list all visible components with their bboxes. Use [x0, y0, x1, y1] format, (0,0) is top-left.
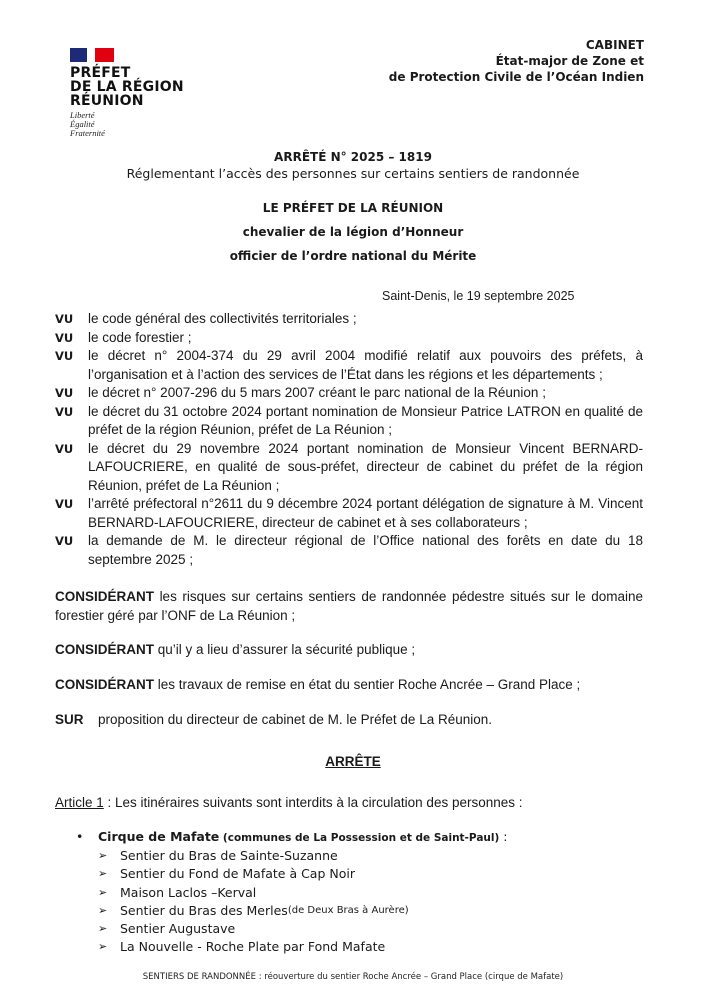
- considerant-key: CONSIDÉRANT: [55, 642, 155, 657]
- trail-item: [98, 938, 507, 956]
- vu-item: [55, 495, 643, 532]
- vu-text: le décret n° 2004-374 du 29 avril 2004 modifié relatif aux pouvoirs des préfets, à l’organisation et à l’action des services de l’État dans les régions et les départements ;: [88, 348, 643, 382]
- vu-item: [55, 440, 643, 496]
- article-1: [55, 795, 523, 810]
- vu-item: [55, 310, 643, 329]
- motto-line: Fraternité: [70, 128, 105, 138]
- vu-key: VU: [55, 404, 74, 419]
- vu-item: [55, 384, 643, 403]
- trail-list: [98, 847, 507, 957]
- vu-key: VU: [55, 497, 74, 511]
- vu-item: [55, 532, 643, 569]
- logo-title-line: DE LA RÉGION: [70, 79, 184, 95]
- arrow-bullet-icon: ➢: [98, 903, 108, 917]
- vu-text: le code forestier ;: [88, 329, 192, 345]
- french-flag-icon: [70, 48, 114, 62]
- sur-paragraph: [55, 711, 643, 730]
- considerant-text: les risques sur certains sentiers de randonnée pédestre situés sur le domaine forestier géré par l’ONF de La Réunion ;: [55, 589, 643, 623]
- vu-key: VU: [55, 330, 74, 345]
- considerant-paragraph: [55, 588, 643, 625]
- date-line: Saint-Denis, le 19 septembre 2025: [382, 289, 575, 303]
- sur-key: SUR: [55, 712, 84, 727]
- cirque-communes: (communes de La Possession et de Saint-Paul): [219, 832, 500, 844]
- trail-item: [98, 884, 507, 902]
- vu-text: la demande de M. le directeur régional de l’Office national des forêts en date du 18 septembre 2025 ;: [88, 533, 643, 567]
- cirque-name: Cirque de Mafate: [98, 829, 220, 844]
- arrow-bullet-icon: ➢: [98, 922, 108, 936]
- prefecture-logo: [70, 48, 220, 138]
- prefect-distinction: officier de l’ordre national du Mérite: [229, 249, 477, 263]
- considerant-key: CONSIDÉRANT: [55, 589, 155, 604]
- motto: [70, 111, 220, 138]
- trail-item: [98, 902, 507, 920]
- vu-key: VU: [55, 312, 74, 326]
- trail-name: La Nouvelle - Roche Plate par Fond Mafate: [120, 939, 386, 955]
- bullet-icon: •: [76, 829, 84, 844]
- vu-text: l’arrêté préfectoral n°2611 du 9 décembre 2024 portant délégation de signature à M. Vincent BERNARD-LAFOUCRIERE, directeur de cabinet et à ses collaborateurs ;: [88, 496, 643, 530]
- arrow-bullet-icon: ➢: [98, 849, 108, 862]
- trail-item: [98, 865, 507, 883]
- vu-key: VU: [55, 441, 74, 456]
- motto-line: Liberté: [70, 110, 95, 120]
- vu-item: [55, 347, 643, 384]
- vu-text: le décret du 31 octobre 2024 portant nomination de Monsieur Patrice LATRON en qualité de préfet de la région Réunion, préfet de La Réunion ;: [88, 403, 643, 437]
- trail-item: [98, 920, 507, 938]
- logo-title-line: PRÉFET: [70, 65, 131, 81]
- motto-line: Égalité: [70, 119, 95, 129]
- considerant-text: qu’il y a lieu d’assurer la sécurité publique ;: [157, 642, 416, 657]
- arrete-heading: ARRÊTE: [325, 754, 381, 769]
- trail-name: Sentier du Bras des Merles: [120, 902, 288, 918]
- considerant-paragraph: [55, 641, 643, 660]
- trail-item: [98, 847, 507, 865]
- logo-title-line: RÉUNION: [70, 93, 144, 109]
- considerant-paragraph: [55, 676, 643, 695]
- arrow-bullet-icon: ➢: [98, 867, 108, 881]
- office-line: État-major de Zone et: [495, 54, 644, 68]
- page-footer: SENTIERS DE RANDONNÉE : réouverture du sentier Roche Ancrée – Grand Place (cirque de Mafate): [142, 972, 564, 982]
- considerant-text: les travaux de remise en état du sentier Roche Ancrée – Grand Place ;: [157, 677, 581, 692]
- cirque-heading: [76, 828, 507, 847]
- vu-text: le décret n° 2007-296 du 5 mars 2007 créant le parc national de la Réunion ;: [88, 385, 546, 400]
- prefect-distinction: chevalier de la légion d’Honneur: [242, 225, 464, 239]
- vu-text: le décret du 29 novembre 2024 portant nomination de Monsieur Vincent BERNARD-LAFOUCRIERE, en qualité de sous-préfet, directeur de cabinet du préfet de la région Réunion, préfet de La Réunion ;: [88, 440, 643, 493]
- prefect-title: LE PRÉFET DE LA RÉUNION: [262, 201, 444, 215]
- considerant-key: CONSIDÉRANT: [55, 677, 155, 692]
- vu-item: [55, 329, 643, 348]
- vu-list: [55, 310, 643, 569]
- office-line: de Protection Civile de l’Océan Indien: [388, 70, 644, 84]
- vu-text: le code général des collectivités territoriales ;: [88, 311, 357, 326]
- issuing-office: [389, 37, 644, 85]
- decree-number: ARRÊTÉ N° 2025 – 1819: [274, 150, 432, 164]
- sur-text: proposition du directeur de cabinet de M. le Préfet de La Réunion.: [98, 712, 492, 727]
- colon: :: [499, 829, 508, 844]
- office-cabinet: CABINET: [585, 38, 644, 52]
- trail-note: (de Deux Bras à Aurère): [287, 904, 409, 916]
- article-text: : Les itinéraires suivants sont interdits à la circulation des personnes :: [103, 795, 523, 810]
- trail-name: Sentier Augustave: [120, 921, 236, 937]
- trail-name: Maison Laclos –Kerval: [120, 884, 257, 900]
- vu-key: VU: [55, 534, 74, 548]
- trail-name: Sentier du Fond de Mafate à Cap Noir: [120, 866, 355, 882]
- arrow-bullet-icon: ➢: [98, 940, 108, 954]
- cirque-section: [76, 828, 507, 957]
- decree-subject: Réglementant l’accès des personnes sur certains sentiers de randonnée: [126, 166, 580, 181]
- vu-key: VU: [55, 349, 74, 363]
- vu-key: VU: [55, 386, 74, 400]
- trail-name: Sentier du Bras de Sainte-Suzanne: [120, 848, 338, 863]
- arrow-bullet-icon: ➢: [98, 885, 108, 899]
- article-label: Article 1: [55, 795, 104, 810]
- vu-item: [55, 403, 643, 440]
